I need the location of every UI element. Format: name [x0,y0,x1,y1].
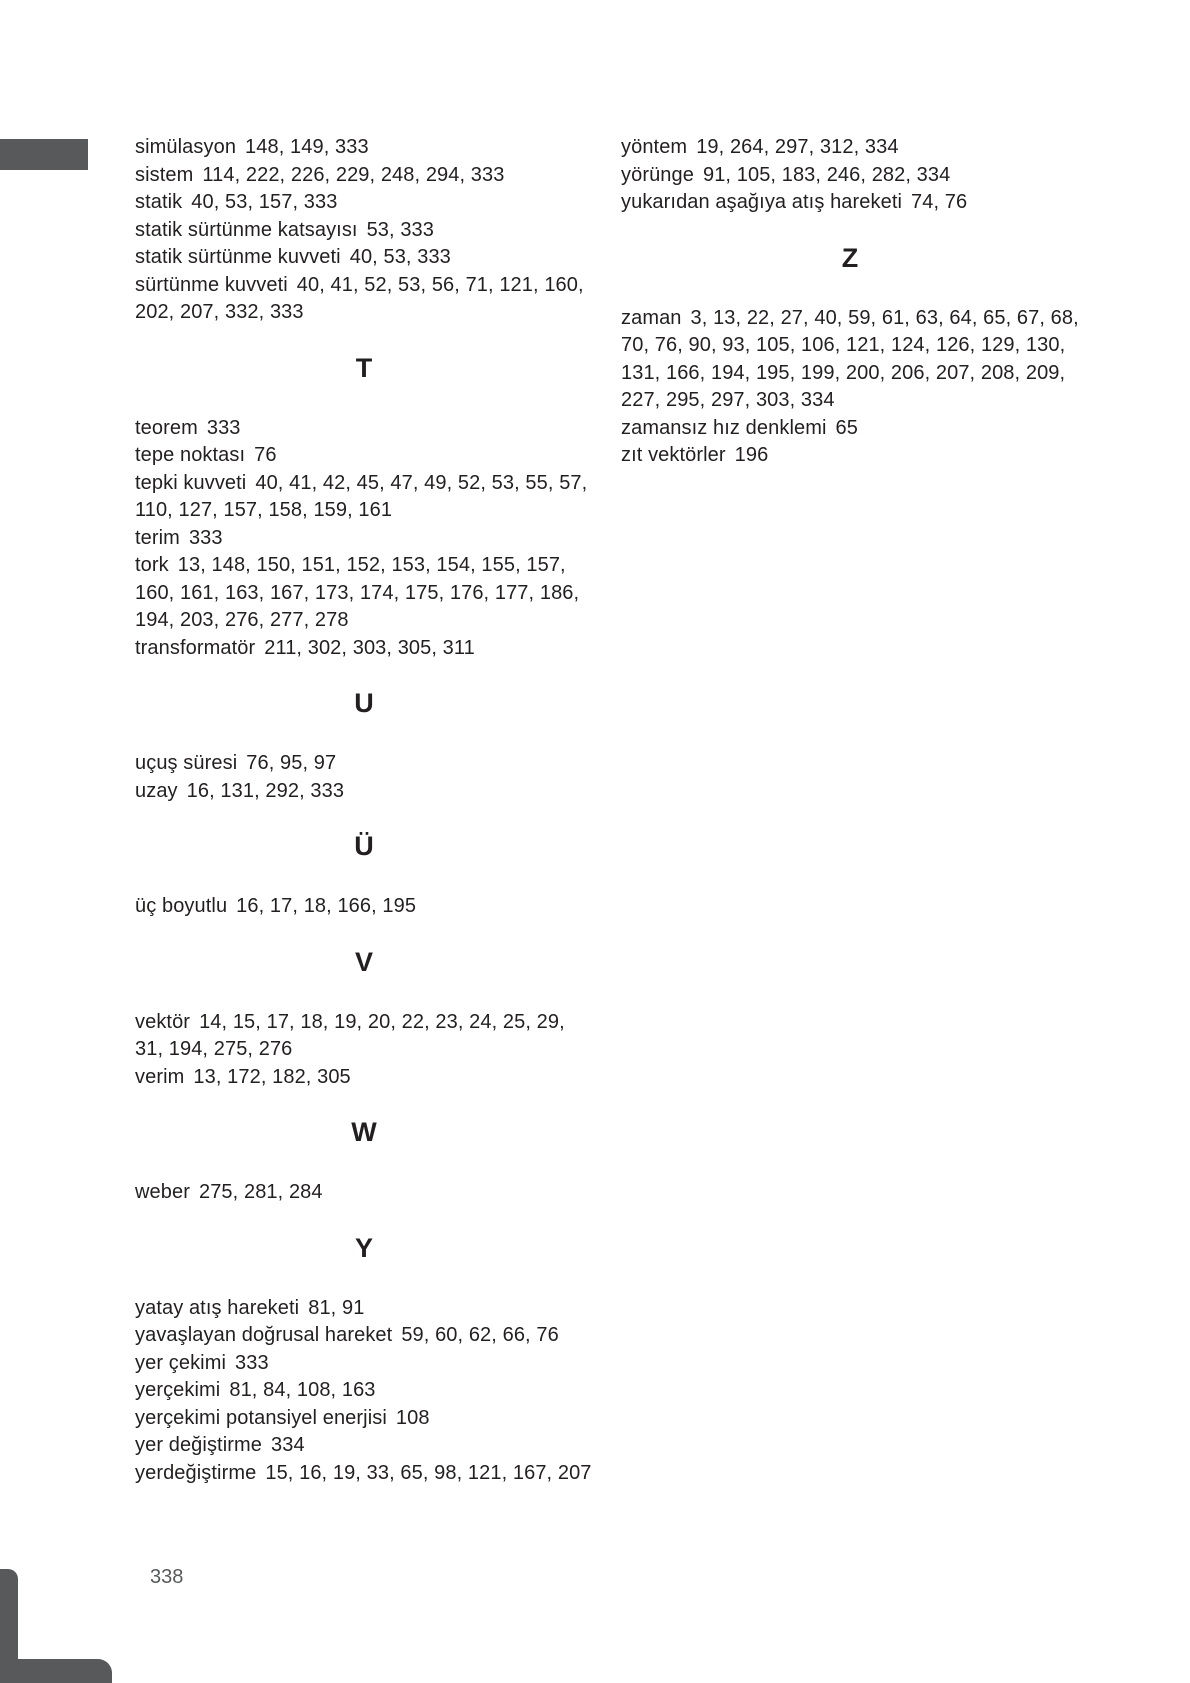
entry-pages: 65 [835,416,858,439]
entry-term: yerdeğiştirme [135,1461,257,1484]
entry-term: uçuş süresi [135,752,238,774]
entry-term: verim [135,1065,185,1088]
index-entry [135,217,593,245]
entry-term: yer değiştirme [135,1434,262,1456]
entry-term: yerçekimi potansiyel enerjisi [135,1406,387,1429]
section-letter: W [351,1117,377,1147]
entry-pages: 81, 84, 108, 163 [229,1379,376,1401]
section-letter: T [355,352,373,383]
index-entry [621,134,1079,162]
corner-bracket-horizontal [0,1659,112,1683]
index-entry [135,415,593,443]
entry-pages: 19, 264, 297, 312, 334 [696,136,899,158]
entry-term: tork [135,554,169,576]
entry-pages: 114, 222, 226, 229, 248, 294, 333 [202,163,505,186]
entry-pages: 15, 16, 19, 33, 65, 98, 121, 167, 207 [265,1461,592,1484]
index-entry [135,552,593,635]
index-entry [135,893,593,921]
entry-pages: 40, 41, 42, 45, 47, 49, 52, 53, 55, 57, 110, 127, 157, 158, 159, 161 [135,471,588,521]
entry-pages: 91, 105, 183, 246, 282, 334 [702,163,951,186]
section-letter: V [354,946,373,977]
entry-term: statik sürtünme kuvveti [135,246,341,268]
section-letter: Ü [354,831,374,861]
entry-term: yöntem [621,136,688,158]
page-number: 338 [150,1566,184,1588]
entry-pages: 108 [395,1406,430,1429]
entry-pages: 148, 149, 333 [245,136,369,158]
index-entry [135,778,593,806]
index-entry [135,244,593,272]
index-column-right [621,0,1079,470]
entry-pages: 196 [734,444,769,466]
index-entry [135,525,593,553]
entry-term: vektör [135,1010,191,1033]
entry-pages: 76 [254,444,277,466]
index-entry [135,635,593,663]
entry-pages: 3, 13, 22, 27, 40, 59, 61, 63, 64, 65, 67, 68, 70, 76, 90, 93, 105, 106, 121, 124, 126, 129, 130, 131, 166, 194, 195, 199, 200, 206, 207, 208, 209, 227, 295, 297, 303, 334 [621,306,1079,411]
entry-pages: 74, 76 [911,191,968,213]
entry-term: üç boyutlu [135,895,228,917]
index-entry [135,134,593,162]
index-entry [135,750,593,778]
index-entry [621,305,1079,415]
entry-pages: 333 [188,526,223,549]
entry-term: yerçekimi [135,1379,221,1401]
section-letter: U [354,688,374,718]
entry-term: zaman [621,306,682,329]
entry-term: transformatör [135,636,256,659]
index-entry [135,1064,593,1092]
entry-pages: 16, 131, 292, 333 [186,779,345,802]
section-letter: Y [354,1232,373,1263]
entry-pages: 13, 172, 182, 305 [193,1065,351,1088]
entry-term: tepe noktası [135,444,246,466]
entry-term: yörünge [621,163,694,186]
index-entry [135,470,593,525]
entry-term: yer çekimi [135,1351,227,1374]
index-entry [621,442,1079,470]
entry-term: yavaşlayan doğrusal hareket [135,1324,393,1346]
entry-term: statik [135,191,183,213]
index-entry [135,162,593,190]
index-entry [135,442,593,470]
entry-pages: 333 [206,416,241,439]
entry-pages: 13, 148, 150, 151, 152, 153, 154, 155, 157, 160, 161, 163, 167, 173, 174, 175, 176, 177, 186, 194, 203, 276, 277, 278 [135,554,580,631]
entry-pages: 40, 53, 157, 333 [191,191,338,213]
index-entry [135,1405,593,1433]
index-entry [135,1009,593,1064]
entry-pages: 334 [271,1434,305,1456]
entry-pages: 275, 281, 284 [198,1181,323,1203]
page-edge-tab [0,139,88,170]
section-letter: Z [841,242,859,273]
index-entry [135,272,593,327]
entry-pages: 59, 60, 62, 66, 76 [401,1324,559,1346]
entry-term: simülasyon [135,136,237,158]
index-entry [135,189,593,217]
index-entry [135,1295,593,1323]
index-entry [135,1460,593,1488]
entry-pages: 16, 17, 18, 166, 195 [236,895,417,917]
index-entry [135,1322,593,1350]
entry-term: yukarıdan aşağıya atış hareketi [621,191,903,213]
entry-term: uzay [135,779,178,802]
entry-pages: 14, 15, 17, 18, 19, 20, 22, 23, 24, 25, 29, 31, 194, 275, 276 [135,1010,565,1060]
index-column-left [135,0,593,1487]
index-entry [621,162,1079,190]
entry-pages: 333 [235,1351,269,1374]
entry-term: zamansız hız denklemi [621,416,827,439]
entry-term: tepki kuvveti [135,471,247,494]
entry-pages: 53, 333 [366,218,435,241]
entry-pages: 40, 53, 333 [349,246,451,268]
entry-pages: 40, 41, 52, 53, 56, 71, 121, 160, 202, 207, 332, 333 [135,273,584,323]
entry-term: terim [135,526,180,549]
entry-term: sürtünme kuvveti [135,273,288,296]
entry-term: zıt vektörler [621,444,726,466]
entry-pages: 81, 91 [308,1296,365,1319]
entry-term: teorem [135,416,198,439]
entry-pages: 76, 95, 97 [246,752,337,774]
entry-term: yatay atış hareketi [135,1296,300,1319]
entry-term: sistem [135,163,194,186]
index-entry [135,1432,593,1460]
index-entry [135,1350,593,1378]
entry-term: weber [135,1181,190,1203]
entry-term: statik sürtünme katsayısı [135,218,358,241]
index-entry [621,189,1079,217]
entry-pages: 211, 302, 303, 305, 311 [264,636,475,659]
index-entry [135,1377,593,1405]
index-entry [621,415,1079,443]
index-entry [135,1179,593,1207]
